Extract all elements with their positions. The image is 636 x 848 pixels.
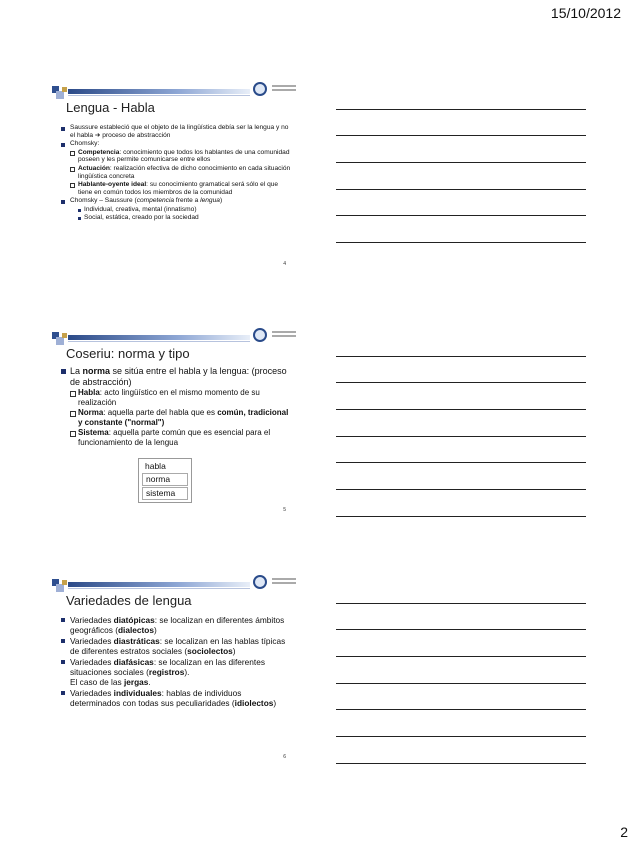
sub-bullet-competencia: Competencia: conocimiento que todos los hablantes de una comunidad poseen y les permite comunicarse entre ellos [60,149,292,164]
slide-header-decoration [52,330,298,346]
university-logo-text [272,85,298,95]
sub-bullet-habla: Habla: acto lingüístico en el mismo momento de su realización [60,388,292,407]
bullet-diastraticas: Variedades diastráticas: se localizan en las hablas típicas de diferentes estratos sociales (sociolectos) [60,636,292,656]
bullet-norma: La norma se sitúa entre el habla y la lengua: (proceso de abstracción) [60,366,292,387]
slide-number: 4 [283,261,286,267]
sub-bullet-norma: Norma: aquella parte del habla que es común, tradicional y constante ("normal") [60,408,292,427]
diagram-habla: habla [145,461,166,471]
habla-norma-sistema-diagram [138,458,192,503]
slide-body [60,615,292,709]
sub-bullet-actuacion: Actuación: realización efectiva de dicho conocimiento en cada situación lingüística concreta [60,165,292,180]
slide-body [60,124,292,221]
slide-6 [52,577,298,762]
diagram-sistema: sistema [142,487,188,500]
university-logo-icon [253,328,267,342]
bullet-chomsky-saussure: Chomsky – Saussure (competencia frente a lengua) [60,197,292,205]
page-number: 2 [620,824,628,840]
slide-title: Variedades de lengua [66,593,192,608]
diagram-norma: norma [142,473,188,486]
sub-bullet-sistema: Sistema: aquella parte común que es esencial para el funcionamiento de la lengua [60,428,292,447]
slide-number: 6 [283,754,286,760]
slide-body [60,366,292,448]
university-logo-icon [253,82,267,96]
slide-title: Coseriu: norma y tipo [66,346,190,361]
sub-bullet-hablante: Hablante-oyente ideal: su conocimiento gramatical será sólo el que tiene en común todos los miembros de la comunidad [60,181,292,196]
slide-4 [52,84,298,269]
slide-title: Lengua - Habla [66,100,155,115]
print-date: 15/10/2012 [550,5,621,21]
slide-header-decoration [52,577,298,593]
university-logo-icon [253,575,267,589]
bullet-diafasicas: Variedades diafásicas: se localizan en las diferentes situaciones sociales (registros). El caso de las jergas. [60,657,292,687]
bullet-chomsky: Chomsky: [60,140,292,148]
slide-number: 5 [283,507,286,513]
sub-bullet-social: Social, estática, creado por la sociedad [60,214,292,222]
university-logo-text [272,331,298,341]
bullet-diatopicas: Variedades diatópicas: se localizan en diferentes ámbitos geográficos (dialectos) [60,615,292,635]
slide-5 [52,330,298,515]
slide-header-decoration [52,84,298,100]
university-logo-text [272,578,298,588]
bullet-saussure: Saussure estableció que el objeto de la lingüística debía ser la lengua y no el habla ➔ proceso de abstracción [60,124,292,139]
sub-bullet-individual: Individual, creativa, mental (innatismo) [60,206,292,214]
bullet-individuales: Variedades individuales: hablas de individuos determinados con todas sus peculiaridades (idiolectos) [60,688,292,708]
